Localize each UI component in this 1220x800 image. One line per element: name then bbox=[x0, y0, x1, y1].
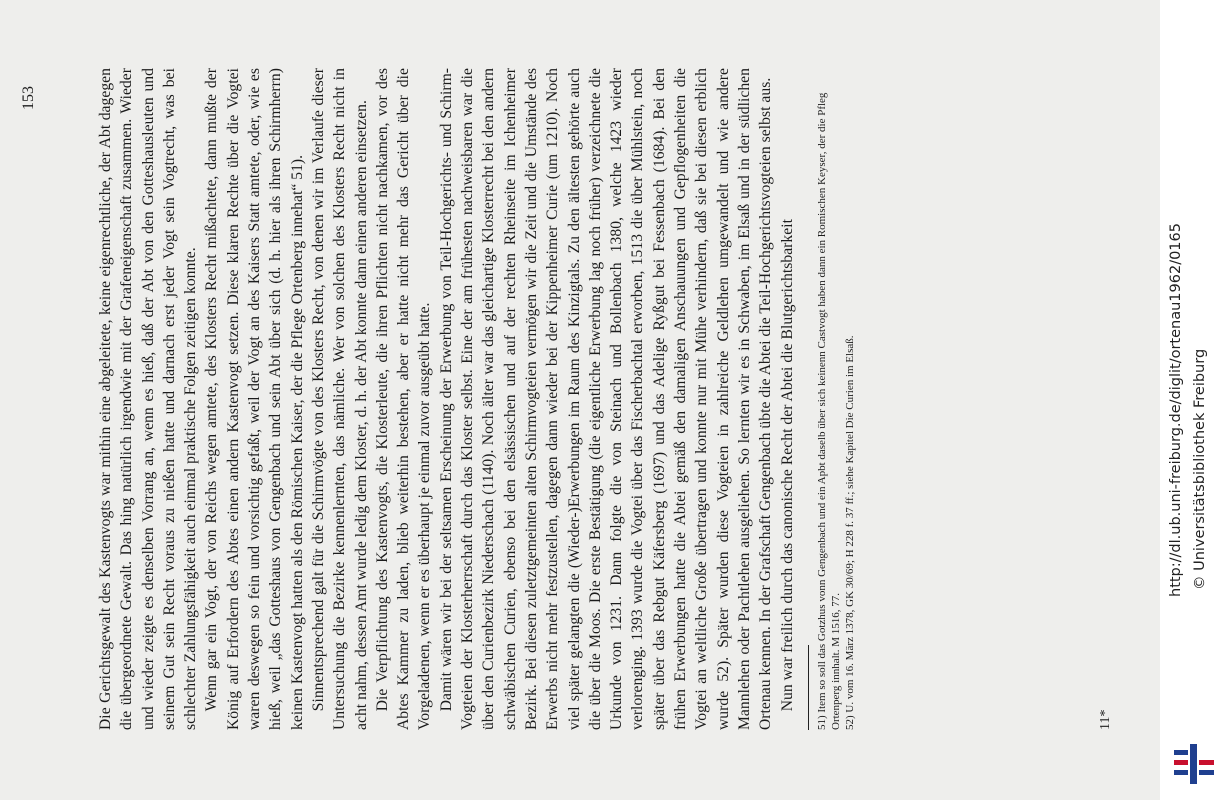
sidebar-text bbox=[1160, 0, 1220, 800]
paragraph: Die Verpflichtung des Kastenvogts, die Klosterleute, die ihren Pflichten nicht nachkamen, vor des Abtes Kammer zu laden, blieb weiterhin bestehen, aber er hatte nicht mehr das Gericht über die Vorgeladenen, wenn er es überhaupt je einmal zuvor ausgeübt hatte. bbox=[373, 68, 434, 730]
library-logo-icon bbox=[1172, 742, 1216, 786]
footnote-divider bbox=[808, 645, 809, 730]
source-url-link[interactable]: http://dl.ub.uni-freiburg.de/diglit/ortenau1962/0165 bbox=[1168, 223, 1184, 597]
paragraph: Die Gerichtsgewalt des Kastenvogts war mithin eine abgeleitete, keine eigenrechtliche, der Abt dagegen die übergeordnete Gewalt. Das hing natürlich irgendwie mit der Grafeneigenschaft zusammen. Wieder und wieder zeigte es denselben Vorrang an, wenn es hieß, daß der Abt von den Gotteshausleuten und seinem Gut sein Recht voraus zu nießen hatte und darnach erst jeder Vogt sein Vogtrecht, was bei schlechter Zahlungsfähigkeit auch einmal praktische Folgen zeitigen konnte. bbox=[97, 68, 200, 730]
library-sidebar bbox=[1160, 0, 1220, 800]
paragraph: Nun war freilich durch das canonische Recht der Abtei die Blutgerichtsbarkeit bbox=[778, 218, 796, 712]
copyright-notice: © Universitätsbibliothek Freiburg bbox=[1192, 348, 1208, 590]
body-text bbox=[95, 68, 798, 730]
paragraph: Wenn gar ein Vogt, der von Reichs wegen amtete, des Klosters Recht mißachtete, dann mußte der König auf Erfordern des Abtes einen andern Kastenvogt setzen. Diese klaren Rechte über die Vogtei waren deswegen so fein und vorsichtig gefaßt, weil der Vogt an des Kaisers Statt amtete, oder, wie es hieß, weil „das Gotteshaus von Gengenbach und sein Abt über sich (d. h. hier als ihren Schirmherrn) keinen Kastenvogt hatten als den Römischen Kaiser, der die Pflege Ortenberg innehat“ 51). bbox=[203, 68, 306, 730]
paragraph: Sinnentsprechend galt für die Schirmvögte von des Klosters Recht, von denen wir im Verlaufe dieser Untersuchung die Bezirke kennenlernten, das nämliche. Wer von solchen des Klosters Recht nicht in acht nahm, dessen Amt wurde ledig dem Kloster, d. h. der Abt konnte dann einen anderen einsetzen. bbox=[309, 68, 370, 730]
page-number: 153 bbox=[20, 86, 37, 110]
footnote: 52) U. vom 16. März 1378, GK 30/69; H 228 f. 37 ff.; siehe Kapitel Die Curien im Elsaß. bbox=[843, 335, 856, 730]
footnotes bbox=[815, 68, 857, 730]
paragraph: Damit wären wir bei der seltsamen Erscheinung der Erwerbung von Teil-Hochgerichts- und Schirm-Vogteien der Klosterherrschaft durch das Kloster selbst. Eine der am frühesten nachweisbaren war die über den Curienbezirk Niederschach (1140). Noch älter war das gleichartige Klosterrecht bei den andern schwäbischen Curien, ebenso bei den elsässischen und auf der rechten Rheinseite im Ichenheimer Bezirk. Bei diesen zuletztgemeinten alten Schirmvogteien vermögen wir die Zeit und die Umstände des Erwerbs nicht mehr festzustellen, dagegen dann wieder bei der Kippenheimer Curie (um 1210). Noch viel später gelangten die (Wieder-)Erwerbungen im Raum des Kinzigtals. Zu den ältesten gehörte auch die über die Moos. Die erste Bestätigung (die eigentliche Erwerbung lag noch früher) verzeichnete die Urkunde von 1231. Dann folgte die von Steinach und Bollenbach 1380, welche 1423 wieder verlorenging. 1393 wurde die Vogtei über das Fischerbachtal erworben, 1513 die über Mühlstein, noch später über das Rebgut Käfersberg (1697) und das Adelige Ryßgut bei Fessenbach (1684). Bei den frühen Erwerbungen hatte die Abtei gemäß den damaligen Anschauungen und Gepflogenheiten die Vogtei an weltliche Große übertragen und konnte nur mit Mühe verhindern, daß sie bei diesen erblich wurde 52). Später wurden diese Vogteien in zahlreiche Geldlehen umgewandelt und wie andere Mannlehen oder Pachtlehen ausgeliehen. So lernten wir es in Schwaben, im Elsaß und in der südlichen Ortenau kennen. In der Grafschaft Gengenbach übte die Abtei die Teil-Hochgerichtsvogteien selbst aus. bbox=[437, 68, 775, 730]
signature-mark: 11* bbox=[1098, 709, 1113, 730]
page-body bbox=[95, 68, 857, 730]
footnote: 51) Item so soll das Gotzhus vonn Gengenbach und ein Apbt daselb über sich keinenn Castvogt haben dann ein Romischen Keyser, der die Pfleg Ortenperg innhalt. M 1516, 77. bbox=[815, 92, 842, 730]
